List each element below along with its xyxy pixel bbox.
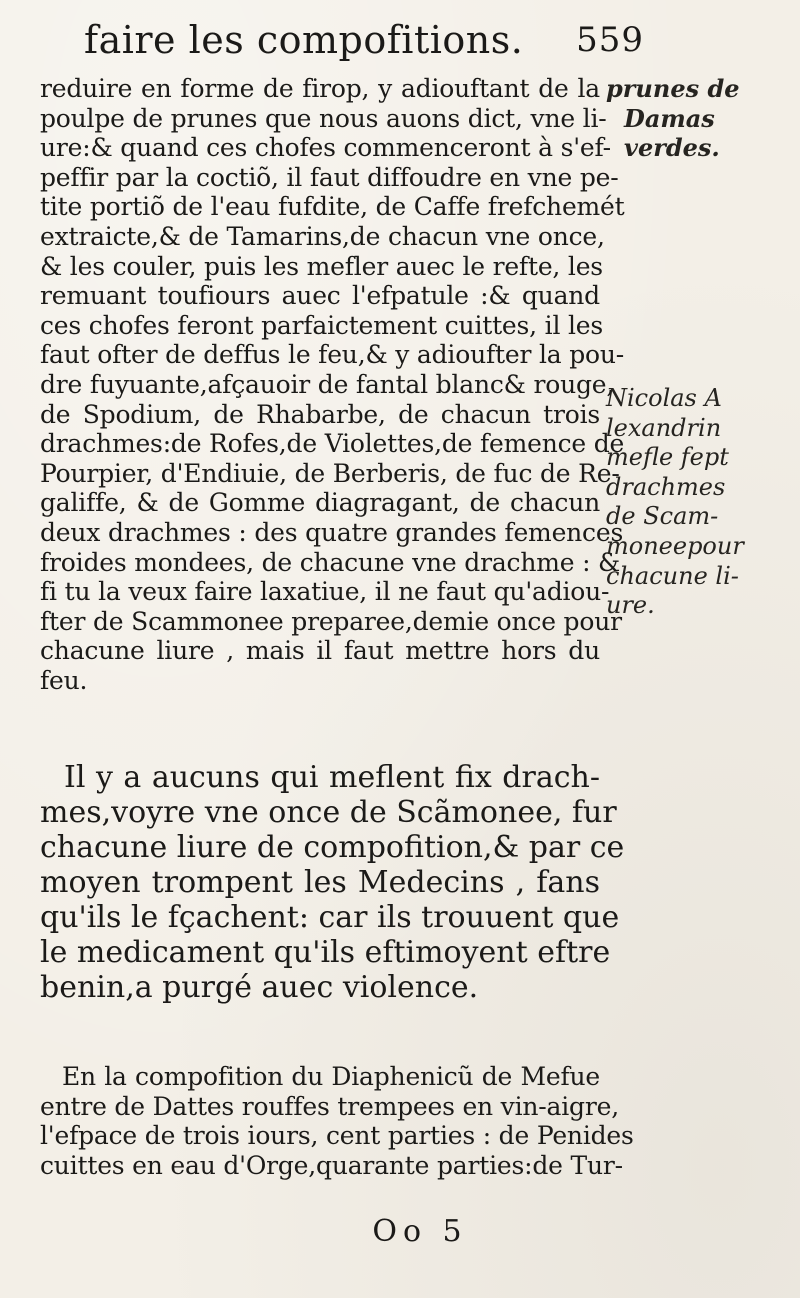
text-line: qu'ils le fçachent: car ils trouuent que xyxy=(40,900,620,935)
margin-note-line: ure. xyxy=(606,591,655,620)
margin-note-line: Damas xyxy=(624,103,715,133)
margin-note-line: mefle fept xyxy=(606,443,729,472)
text-line: extraicte,& de Tamarins,de chacun vne once, xyxy=(40,221,605,251)
text-line: tite portiõ de l'eau fufdite, de Caffe frefchemét xyxy=(40,192,625,222)
text-line: le medicament qu'ils eftimoyent eftre xyxy=(40,935,611,970)
text-line: froides mondees, de chacune vne drachme : & xyxy=(40,547,621,577)
text-line: reduire en forme de firop, y adiouftant de la xyxy=(40,74,600,103)
text-line: & les couler, puis les mefler auec le refte, les xyxy=(40,251,603,281)
page-number: 559 xyxy=(576,20,644,60)
second-paragraph xyxy=(40,760,625,1005)
margin-note-prunes xyxy=(606,74,796,163)
text-line: faut ofter de deffus le feu,& y adioufter la pou- xyxy=(40,340,625,370)
margin-note-line: drachmes xyxy=(606,472,726,501)
text-line: ces chofes feront parfaictement cuittes, il les xyxy=(40,310,604,340)
text-line: chacune liure de compofition,& par ce xyxy=(40,830,625,865)
text-line: entre de Dattes rouffes trempees en vin-aigre, xyxy=(40,1091,619,1121)
text-line: moyen trompent les Medecins , fans xyxy=(40,865,600,900)
text-line: poulpe de prunes que nous auons dict, vne li- xyxy=(40,103,607,133)
margin-note-line: Nicolas A xyxy=(606,384,722,412)
text-line: feu. xyxy=(40,665,88,695)
signature-mark: Oo 5 xyxy=(372,1214,468,1249)
running-title: faire les compofitions. xyxy=(84,18,524,62)
margin-note-line: prunes de xyxy=(606,74,740,103)
text-line: fi tu la veux faire laxatiue, il ne faut qu'adiou- xyxy=(40,577,610,607)
text-line: deux drachmes : des quatre grandes femences xyxy=(40,517,624,547)
text-line: l'efpace de trois iours, cent parties : de Penides xyxy=(40,1121,634,1151)
text-line: drachmes:de Rofes,de Violettes,de femence de xyxy=(40,429,625,459)
margin-note-line: moneepour xyxy=(606,531,744,560)
margin-note-nicolas xyxy=(606,384,796,621)
margin-note-line: verdes. xyxy=(624,133,720,163)
text-line: Il y a aucuns qui meflent fix drach- xyxy=(64,760,600,795)
text-line: mes,voyre vne once de Scãmonee, fur xyxy=(40,795,617,830)
text-line: remuant toufiours auec l'efpatule :& quand xyxy=(40,281,600,311)
page-header xyxy=(84,14,644,66)
third-paragraph xyxy=(40,1062,634,1180)
margin-note-line: chacune li- xyxy=(606,561,739,590)
text-line: fter de Scammonee preparee,demie once pour xyxy=(40,606,622,636)
text-line: ure:& quand ces chofes commenceront à s'ef- xyxy=(40,133,611,163)
margin-note-line: de Scam- xyxy=(606,502,719,531)
margin-note-line: lexandrin xyxy=(606,413,722,442)
text-line: de Spodium, de Rhabarbe, de chacun trois xyxy=(40,399,600,429)
main-paragraph xyxy=(40,74,625,695)
text-line: Pourpier, d'Endiuie, de Berberis, de fuc de Re- xyxy=(40,458,620,488)
text-line: dre fuyuante,afçauoir de fantal blanc& rouge, xyxy=(40,369,615,399)
text-line: chacune liure , mais il faut mettre hors du xyxy=(40,636,600,666)
text-line: peffir par la coctiõ, il faut diffoudre en vne pe- xyxy=(40,162,619,192)
text-line: benin,a purgé auec violence. xyxy=(40,970,479,1005)
text-line: galiffe, & de Gomme diagragant, de chacun xyxy=(40,488,600,518)
text-line: cuittes en eau d'Orge,quarante parties:de Tur- xyxy=(40,1150,623,1180)
text-line: En la compofition du Diaphenicũ de Mefue xyxy=(62,1062,600,1091)
